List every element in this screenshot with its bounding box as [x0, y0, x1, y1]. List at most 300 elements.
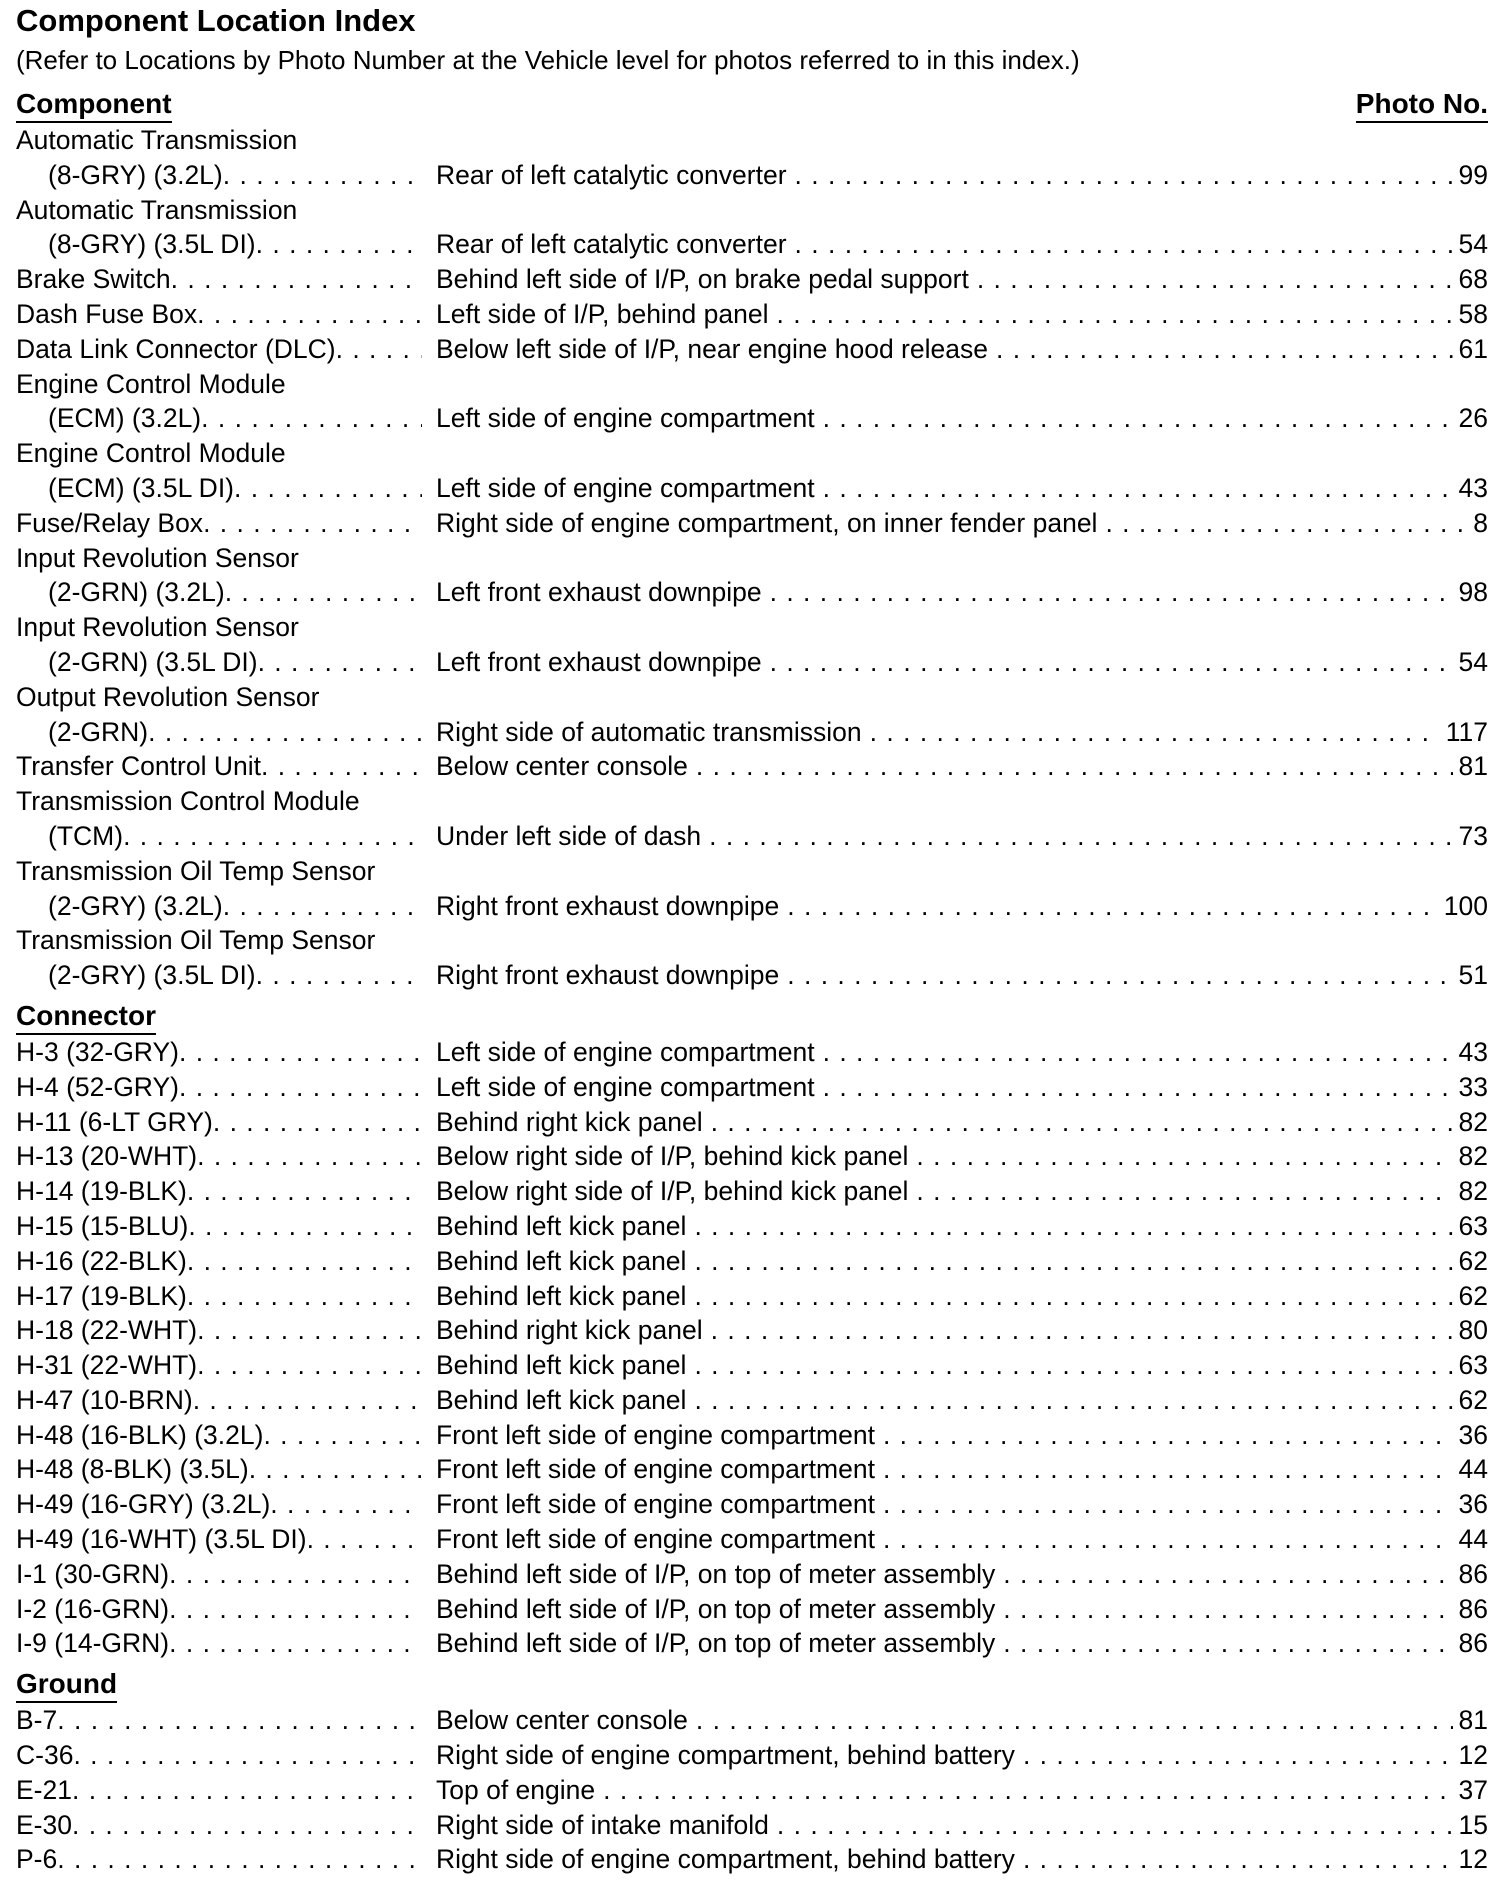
leader-dots [787, 958, 1452, 993]
component-name: (8-GRY) (3.2L) [48, 159, 223, 190]
location-text: Front left side of engine compartment [436, 1524, 875, 1555]
leader-dots [823, 471, 1453, 506]
photo-number: 68 [1458, 264, 1488, 295]
component-name: P-6 [16, 1844, 58, 1875]
component-name: H-49 (16-GRY) (3.2L) [16, 1489, 271, 1520]
location-text: Below right side of I/P, behind kick panel [436, 1141, 909, 1172]
component-name-cell [16, 1773, 422, 1808]
index-row [16, 401, 1488, 436]
leader-dots [203, 506, 422, 541]
index-row [16, 1244, 1488, 1279]
photo-number: 54 [1458, 646, 1488, 677]
location-cell [422, 1279, 1453, 1314]
location-text: Under left side of dash [436, 820, 702, 851]
index-row [16, 645, 1488, 680]
component-name-cell [16, 1808, 422, 1843]
photo-number: 80 [1458, 1315, 1488, 1346]
photo-number: 8 [1473, 507, 1488, 538]
leader-dots [169, 1626, 422, 1661]
component-name: H-14 (19-BLK) [16, 1176, 187, 1207]
index-row [16, 1592, 1488, 1627]
index-row [16, 1313, 1488, 1348]
section-heading: Component [16, 88, 172, 123]
location-cell [422, 158, 1453, 193]
index-row [16, 610, 1488, 645]
leader-dots [261, 749, 422, 784]
leader-dots [179, 1035, 422, 1070]
leader-dots [223, 158, 422, 193]
leader-dots [148, 715, 422, 750]
photo-number: 63 [1458, 1350, 1488, 1381]
leader-dots [123, 819, 422, 854]
location-text: Front left side of engine compartment [436, 1489, 875, 1520]
photo-number: 81 [1458, 751, 1488, 782]
leader-dots [870, 715, 1440, 750]
component-name-cell [16, 575, 422, 610]
leader-dots [336, 332, 422, 367]
leader-dots [916, 1139, 1452, 1174]
index-row [16, 1105, 1488, 1140]
leader-dots [1023, 1842, 1453, 1877]
section-0 [16, 81, 1488, 993]
component-name: H-47 (10-BRN) [16, 1384, 193, 1415]
leader-dots [770, 575, 1453, 610]
component-name: E-30 [16, 1809, 72, 1840]
location-cell [422, 262, 1453, 297]
location-cell [422, 506, 1467, 541]
location-cell [422, 749, 1453, 784]
component-name: H-48 (16-BLK) (3.2L) [16, 1419, 264, 1450]
leader-dots [711, 1313, 1453, 1348]
photo-number: 36 [1458, 1419, 1488, 1450]
photo-number: 43 [1458, 1036, 1488, 1067]
component-name: (2-GRY) (3.5L DI) [48, 960, 256, 991]
component-name: H-3 (32-GRY) [16, 1036, 179, 1067]
photo-number: 61 [1458, 333, 1488, 364]
leader-dots [777, 297, 1453, 332]
component-name-cell [16, 1383, 422, 1418]
leader-dots [197, 1313, 422, 1348]
photo-number: 63 [1458, 1210, 1488, 1241]
component-name: Automatic Transmission [16, 125, 298, 155]
photo-number-header: Photo No. [1356, 88, 1488, 123]
component-name-cell [16, 541, 422, 576]
index-row [16, 227, 1488, 262]
location-text: Right side of engine compartment, behind battery [436, 1844, 1015, 1875]
index-row [16, 1842, 1488, 1877]
leader-dots [193, 1383, 422, 1418]
location-text: Behind left side of I/P, on brake pedal support [436, 264, 969, 295]
index-rows [16, 1703, 1488, 1877]
leader-dots [1003, 1626, 1452, 1661]
component-name: H-48 (8-BLK) (3.5L) [16, 1454, 249, 1485]
leader-dots [72, 1808, 422, 1843]
location-text: Below left side of I/P, near engine hood release [436, 333, 988, 364]
component-name: Transmission Oil Temp Sensor [16, 855, 376, 886]
location-cell [422, 227, 1453, 262]
component-name: H-31 (22-WHT) [16, 1350, 198, 1381]
section-header [16, 993, 1488, 1035]
leader-dots [996, 332, 1453, 367]
index-row [16, 332, 1488, 367]
index-row [16, 1773, 1488, 1808]
leader-dots [694, 1244, 1452, 1279]
location-text: Rear of left catalytic converter [436, 159, 787, 190]
leader-dots [1003, 1557, 1452, 1592]
index-row [16, 1452, 1488, 1487]
location-cell [422, 1592, 1453, 1627]
component-name-cell [16, 1842, 422, 1877]
component-name-cell [16, 506, 422, 541]
component-name-cell [16, 715, 422, 750]
component-name-cell [16, 1348, 422, 1383]
component-name: C-36 [16, 1740, 74, 1771]
leader-dots [263, 1418, 422, 1453]
component-name: Automatic Transmission [16, 194, 298, 225]
location-text: Behind left kick panel [436, 1350, 687, 1381]
component-name-cell [16, 1418, 422, 1453]
leader-dots [883, 1452, 1453, 1487]
photo-number: 12 [1458, 1844, 1488, 1875]
location-cell [422, 889, 1438, 924]
leader-dots [795, 227, 1453, 262]
location-cell [422, 332, 1453, 367]
section-1 [16, 993, 1488, 1661]
leader-dots [256, 958, 422, 993]
index-row [16, 819, 1488, 854]
photo-number: 98 [1458, 577, 1488, 608]
component-name: Brake Switch [16, 264, 171, 295]
location-text: Behind left kick panel [436, 1384, 687, 1415]
location-cell [422, 645, 1453, 680]
component-name-cell [16, 1174, 422, 1209]
index-row [16, 575, 1488, 610]
location-text: Right side of intake manifold [436, 1809, 769, 1840]
component-name-cell [16, 262, 422, 297]
location-text: Right front exhaust downpipe [436, 890, 780, 921]
index-row [16, 506, 1488, 541]
component-name-cell [16, 645, 422, 680]
component-name-cell [16, 1035, 422, 1070]
location-cell [422, 1842, 1453, 1877]
component-name: Output Revolution Sensor [16, 681, 320, 712]
component-name: Transfer Control Unit [16, 751, 261, 782]
photo-number: 44 [1458, 1524, 1488, 1555]
index-sections [16, 81, 1488, 1877]
location-text: Behind left kick panel [436, 1245, 687, 1276]
photo-number: 82 [1458, 1141, 1488, 1172]
photo-number: 33 [1458, 1071, 1488, 1102]
leader-dots [1023, 1738, 1453, 1773]
leader-dots [197, 1348, 422, 1383]
index-row [16, 1522, 1488, 1557]
location-cell [422, 471, 1453, 506]
component-name-cell [16, 749, 422, 784]
component-name: (ECM) (3.5L DI) [48, 472, 235, 503]
photo-number: 62 [1458, 1384, 1488, 1415]
leader-dots [225, 575, 422, 610]
location-text: Left side of engine compartment [436, 1036, 815, 1067]
component-name: Transmission Control Module [16, 786, 360, 817]
photo-number: 62 [1458, 1245, 1488, 1276]
photo-number: 81 [1458, 1705, 1488, 1736]
location-text: Right side of engine compartment, behind battery [436, 1740, 1015, 1771]
leader-dots [787, 889, 1438, 924]
component-name-cell [16, 923, 422, 958]
leader-dots [179, 1070, 422, 1105]
component-name: H-18 (22-WHT) [16, 1315, 198, 1346]
index-row [16, 1383, 1488, 1418]
location-text: Front left side of engine compartment [436, 1419, 875, 1450]
location-text: Left side of engine compartment [436, 472, 815, 503]
component-name-cell [16, 958, 422, 993]
location-text: Left side of engine compartment [436, 1071, 815, 1102]
leader-dots [57, 1703, 422, 1738]
page-title: Component Location Index [16, 3, 416, 38]
leader-dots [72, 1773, 422, 1808]
component-name: (8-GRY) (3.5L DI) [48, 229, 256, 260]
component-name-cell [16, 1487, 422, 1522]
location-text: Front left side of engine compartment [436, 1454, 875, 1485]
index-row [16, 1174, 1488, 1209]
index-row [16, 1279, 1488, 1314]
component-name-cell [16, 1209, 422, 1244]
leader-dots [270, 1487, 422, 1522]
component-name: (2-GRN) (3.2L) [48, 577, 225, 608]
location-cell [422, 1174, 1453, 1209]
component-name-cell [16, 1592, 422, 1627]
leader-dots [883, 1522, 1453, 1557]
photo-number: 15 [1458, 1809, 1488, 1840]
component-name: H-16 (22-BLK) [16, 1245, 187, 1276]
location-cell [422, 1105, 1453, 1140]
leader-dots [187, 1174, 422, 1209]
component-name: H-11 (6-LT GRY) [16, 1106, 213, 1137]
photo-number: 86 [1458, 1628, 1488, 1659]
component-name: Data Link Connector (DLC) [16, 333, 336, 364]
index-row [16, 1808, 1488, 1843]
location-cell [422, 1773, 1453, 1808]
component-name: H-15 (15-BLU) [16, 1210, 189, 1241]
photo-number: 58 [1458, 298, 1488, 329]
component-name: B-7 [16, 1705, 58, 1736]
index-row [16, 1487, 1488, 1522]
location-text: Rear of left catalytic converter [436, 229, 787, 260]
location-text: Below center console [436, 751, 688, 782]
component-name: H-49 (16-WHT) (3.5L DI) [16, 1524, 307, 1555]
leader-dots [694, 1348, 1452, 1383]
leader-dots [696, 749, 1453, 784]
section-header [16, 1661, 1488, 1703]
leader-dots [694, 1279, 1452, 1314]
index-row [16, 923, 1488, 958]
leader-dots [169, 1557, 422, 1592]
component-name-cell [16, 680, 422, 715]
leader-dots [234, 471, 422, 506]
component-name: (2-GRN) [48, 716, 149, 747]
leader-dots [223, 889, 422, 924]
photo-number: 54 [1458, 229, 1488, 260]
location-cell [422, 1070, 1453, 1105]
photo-number: 117 [1445, 716, 1488, 747]
component-name-cell [16, 1703, 422, 1738]
index-row [16, 1557, 1488, 1592]
leader-dots [883, 1418, 1453, 1453]
leader-dots [256, 227, 422, 262]
component-name: H-13 (20-WHT) [16, 1141, 198, 1172]
component-name-cell [16, 1557, 422, 1592]
location-text: Behind left side of I/P, on top of meter assembly [436, 1593, 996, 1624]
location-text: Right front exhaust downpipe [436, 960, 780, 991]
component-name-cell [16, 332, 422, 367]
leader-dots [916, 1174, 1452, 1209]
component-name-cell [16, 1139, 422, 1174]
component-name: Input Revolution Sensor [16, 542, 299, 573]
location-cell [422, 401, 1453, 436]
index-row [16, 158, 1488, 193]
index-row [16, 297, 1488, 332]
photo-number: 86 [1458, 1593, 1488, 1624]
leader-dots [883, 1487, 1453, 1522]
photo-number: 44 [1458, 1454, 1488, 1485]
location-text: Behind left kick panel [436, 1210, 687, 1241]
leader-dots [187, 1244, 422, 1279]
leader-dots [777, 1808, 1453, 1843]
section-heading: Connector [16, 1000, 156, 1035]
location-text: Top of engine [436, 1774, 596, 1805]
component-name: E-21 [16, 1774, 72, 1805]
leader-dots [795, 158, 1453, 193]
leader-dots [709, 819, 1452, 854]
location-cell [422, 958, 1453, 993]
leader-dots [694, 1383, 1452, 1418]
leader-dots [603, 1773, 1452, 1808]
component-name: (2-GRN) (3.5L DI) [48, 646, 258, 677]
component-name-cell [16, 401, 422, 436]
component-name-cell [16, 297, 422, 332]
index-row [16, 1703, 1488, 1738]
component-name: Fuse/Relay Box [16, 507, 204, 538]
component-name: H-4 (52-GRY) [16, 1071, 179, 1102]
component-name-cell [16, 471, 422, 506]
location-text: Right side of automatic transmission [436, 716, 862, 747]
leader-dots [696, 1703, 1453, 1738]
leader-dots [770, 645, 1453, 680]
component-name: Dash Fuse Box [16, 298, 198, 329]
photo-number: 100 [1443, 890, 1488, 921]
index-row [16, 471, 1488, 506]
photo-number: 86 [1458, 1558, 1488, 1589]
component-name: Transmission Oil Temp Sensor [16, 925, 376, 956]
component-name: (TCM) [48, 820, 124, 851]
index-rows [16, 123, 1488, 993]
index-row [16, 541, 1488, 576]
location-text: Below right side of I/P, behind kick panel [436, 1176, 909, 1207]
component-name-cell [16, 1070, 422, 1105]
index-row [16, 749, 1488, 784]
leader-dots [201, 401, 422, 436]
location-text: Behind left side of I/P, on top of meter assembly [436, 1628, 996, 1659]
leader-dots [57, 1842, 422, 1877]
location-cell [422, 1626, 1453, 1661]
location-text: Behind left kick panel [436, 1280, 687, 1311]
location-text: Left front exhaust downpipe [436, 646, 762, 677]
index-row [16, 436, 1488, 471]
leader-dots [197, 297, 422, 332]
location-cell [422, 1209, 1453, 1244]
location-text: Left front exhaust downpipe [436, 577, 762, 608]
index-row [16, 193, 1488, 228]
photo-number: 62 [1458, 1280, 1488, 1311]
photo-number: 12 [1458, 1740, 1488, 1771]
leader-dots [169, 1592, 422, 1627]
leader-dots [187, 1279, 422, 1314]
leader-dots [307, 1522, 422, 1557]
index-row [16, 715, 1488, 750]
component-name-cell [16, 123, 422, 158]
location-cell [422, 1383, 1453, 1418]
leader-dots [73, 1738, 422, 1773]
component-name-cell [16, 367, 422, 402]
photo-number: 43 [1458, 472, 1488, 503]
component-name-cell [16, 1452, 422, 1487]
component-name: I-1 (30-GRN) [16, 1558, 170, 1589]
location-cell [422, 1348, 1453, 1383]
section-2 [16, 1661, 1488, 1877]
index-row [16, 262, 1488, 297]
location-text: Left side of I/P, behind panel [436, 298, 769, 329]
leader-dots [213, 1105, 422, 1140]
component-name: (2-GRY) (3.2L) [48, 890, 223, 921]
page-subtitle: (Refer to Locations by Photo Number at the Vehicle level for photos referred to in this index.) [16, 45, 1080, 75]
leader-dots [694, 1209, 1452, 1244]
leader-dots [823, 1035, 1453, 1070]
component-name-cell [16, 1105, 422, 1140]
location-text: Behind right kick panel [436, 1106, 703, 1137]
component-name-cell [16, 1279, 422, 1314]
index-row [16, 680, 1488, 715]
location-cell [422, 1522, 1453, 1557]
location-text: Behind right kick panel [436, 1315, 703, 1346]
component-name-cell [16, 889, 422, 924]
index-row [16, 1626, 1488, 1661]
index-row [16, 784, 1488, 819]
leader-dots [188, 1209, 422, 1244]
index-row [16, 1139, 1488, 1174]
component-name-cell [16, 1738, 422, 1773]
location-cell [422, 1452, 1453, 1487]
component-name-cell [16, 193, 422, 228]
location-cell [422, 1139, 1453, 1174]
location-text: Behind left side of I/P, on top of meter assembly [436, 1558, 996, 1589]
index-row [16, 123, 1488, 158]
leader-dots [1003, 1592, 1452, 1627]
component-name-cell [16, 1626, 422, 1661]
index-row [16, 367, 1488, 402]
location-cell [422, 1035, 1453, 1070]
component-name: I-9 (14-GRN) [16, 1628, 170, 1659]
location-cell [422, 297, 1453, 332]
section-heading: Ground [16, 1668, 117, 1703]
component-name: Engine Control Module [16, 368, 286, 399]
component-name-cell [16, 227, 422, 262]
index-row [16, 1209, 1488, 1244]
component-name-cell [16, 1244, 422, 1279]
photo-number: 82 [1458, 1176, 1488, 1207]
leader-dots [823, 401, 1453, 436]
component-name-cell [16, 158, 422, 193]
index-row [16, 958, 1488, 993]
